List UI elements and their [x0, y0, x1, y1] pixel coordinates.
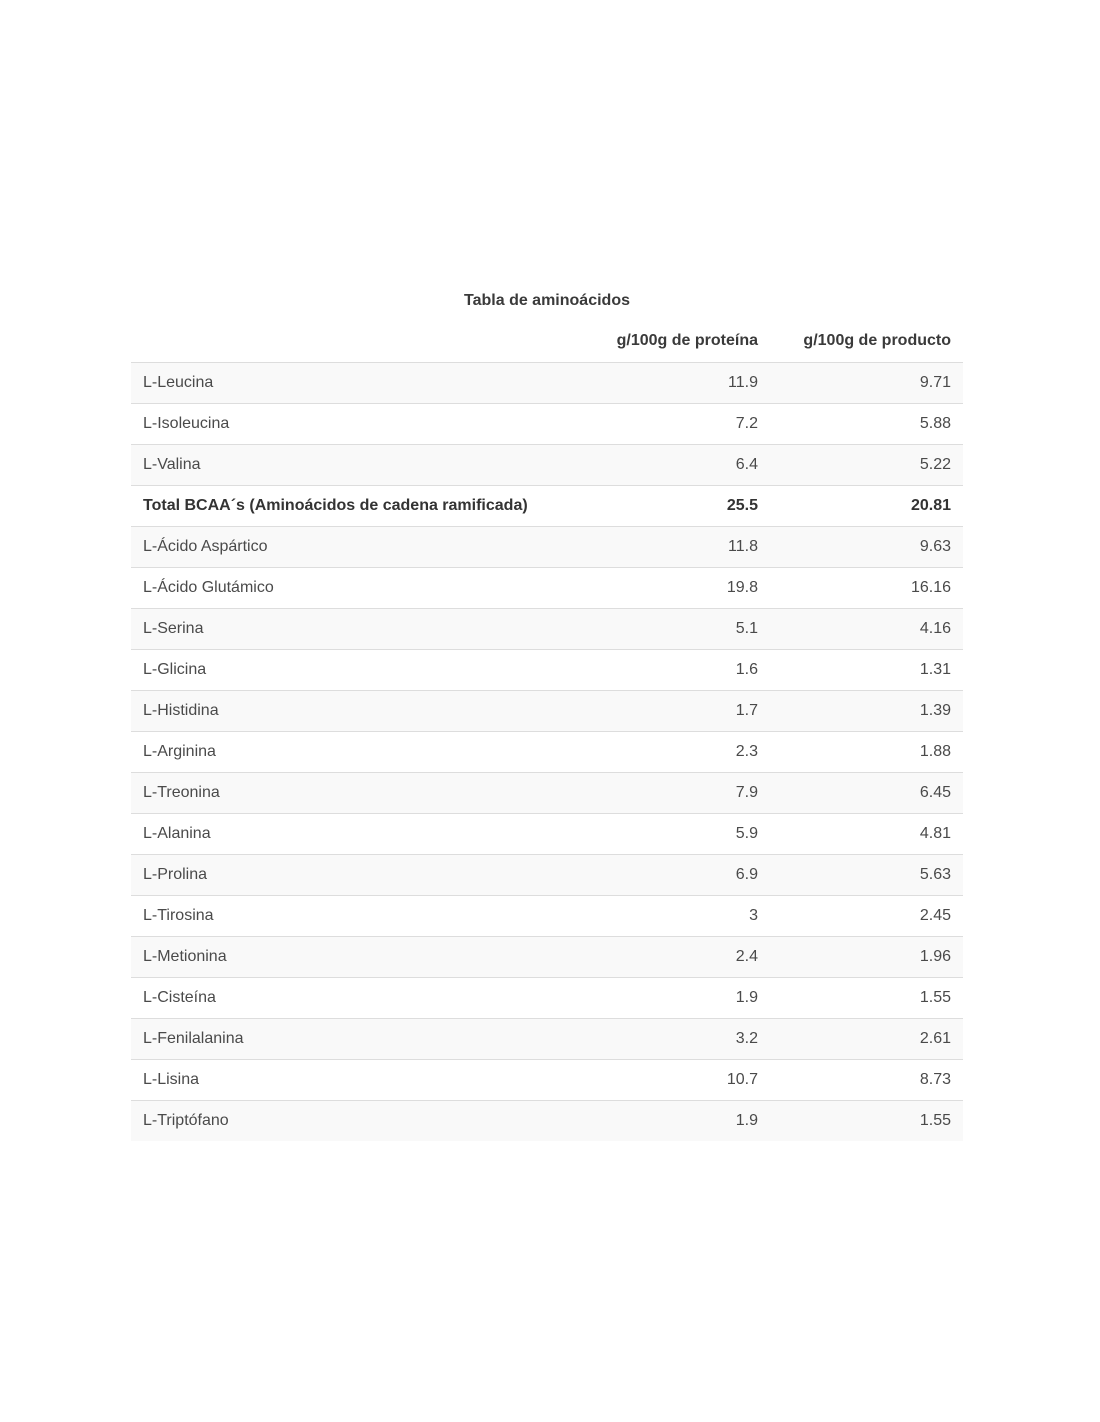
amino-acid-name: L-Alanina [131, 814, 596, 855]
value-per-protein: 10.7 [596, 1060, 770, 1101]
value-per-protein: 1.9 [596, 978, 770, 1019]
value-per-product: 5.63 [770, 855, 963, 896]
value-per-product: 1.96 [770, 937, 963, 978]
amino-acid-name: L-Arginina [131, 732, 596, 773]
value-per-product: 8.73 [770, 1060, 963, 1101]
amino-acid-table [131, 320, 963, 1141]
table-row [131, 609, 963, 650]
value-per-protein: 5.9 [596, 814, 770, 855]
amino-acid-name: L-Triptófano [131, 1101, 596, 1142]
table-row [131, 1019, 963, 1060]
value-per-product: 5.88 [770, 404, 963, 445]
value-per-protein: 7.9 [596, 773, 770, 814]
value-per-product: 1.88 [770, 732, 963, 773]
table-row [131, 650, 963, 691]
value-per-protein: 25.5 [596, 486, 770, 527]
table-row [131, 691, 963, 732]
table-row [131, 773, 963, 814]
value-per-product: 20.81 [770, 486, 963, 527]
table-row [131, 568, 963, 609]
table-row [131, 814, 963, 855]
value-per-product: 1.55 [770, 1101, 963, 1142]
table-row [131, 527, 963, 568]
amino-acid-name: L-Ácido Glutámico [131, 568, 596, 609]
amino-acid-name: L-Serina [131, 609, 596, 650]
table-row [131, 1101, 963, 1142]
value-per-product: 16.16 [770, 568, 963, 609]
value-per-protein: 2.4 [596, 937, 770, 978]
amino-acid-name: L-Leucina [131, 363, 596, 404]
header-per-protein: g/100g de proteína [596, 320, 770, 363]
value-per-product: 5.22 [770, 445, 963, 486]
value-per-product: 4.81 [770, 814, 963, 855]
amino-acid-name: L-Metionina [131, 937, 596, 978]
amino-acid-name: L-Fenilalanina [131, 1019, 596, 1060]
value-per-product: 1.39 [770, 691, 963, 732]
amino-acid-name: L-Valina [131, 445, 596, 486]
value-per-product: 6.45 [770, 773, 963, 814]
table-row [131, 978, 963, 1019]
amino-acid-name: Total BCAA´s (Aminoácidos de cadena ramificada) [131, 486, 596, 527]
table-row [131, 937, 963, 978]
value-per-protein: 11.8 [596, 527, 770, 568]
value-per-product: 1.55 [770, 978, 963, 1019]
table-caption: Tabla de aminoácidos [464, 292, 630, 309]
table-row [131, 855, 963, 896]
value-per-protein: 3 [596, 896, 770, 937]
header-name [131, 320, 596, 363]
value-per-protein: 7.2 [596, 404, 770, 445]
value-per-protein: 1.9 [596, 1101, 770, 1142]
value-per-product: 4.16 [770, 609, 963, 650]
table-header [131, 320, 963, 363]
value-per-protein: 5.1 [596, 609, 770, 650]
table-row-total [131, 486, 963, 527]
table-row [131, 363, 963, 404]
value-per-product: 9.63 [770, 527, 963, 568]
amino-acid-name: L-Cisteína [131, 978, 596, 1019]
amino-acid-name: L-Isoleucina [131, 404, 596, 445]
value-per-protein: 11.9 [596, 363, 770, 404]
value-per-protein: 1.6 [596, 650, 770, 691]
value-per-product: 2.61 [770, 1019, 963, 1060]
table-row [131, 732, 963, 773]
value-per-protein: 2.3 [596, 732, 770, 773]
amino-acid-name: L-Prolina [131, 855, 596, 896]
value-per-product: 1.31 [770, 650, 963, 691]
amino-acid-name: L-Glicina [131, 650, 596, 691]
amino-acid-name: L-Tirosina [131, 896, 596, 937]
value-per-product: 9.71 [770, 363, 963, 404]
header-per-product: g/100g de producto [770, 320, 963, 363]
table-row [131, 404, 963, 445]
amino-acid-name: L-Ácido Aspártico [131, 527, 596, 568]
table-row [131, 445, 963, 486]
amino-acid-name: L-Histidina [131, 691, 596, 732]
table-row [131, 896, 963, 937]
value-per-product: 2.45 [770, 896, 963, 937]
header-row [131, 320, 963, 363]
value-per-protein: 6.4 [596, 445, 770, 486]
value-per-protein: 1.7 [596, 691, 770, 732]
amino-acid-name: L-Lisina [131, 1060, 596, 1101]
value-per-protein: 19.8 [596, 568, 770, 609]
amino-acid-name: L-Treonina [131, 773, 596, 814]
table-body [131, 363, 963, 1142]
table-row [131, 1060, 963, 1101]
amino-acid-table-container [131, 282, 963, 1141]
value-per-protein: 6.9 [596, 855, 770, 896]
value-per-protein: 3.2 [596, 1019, 770, 1060]
